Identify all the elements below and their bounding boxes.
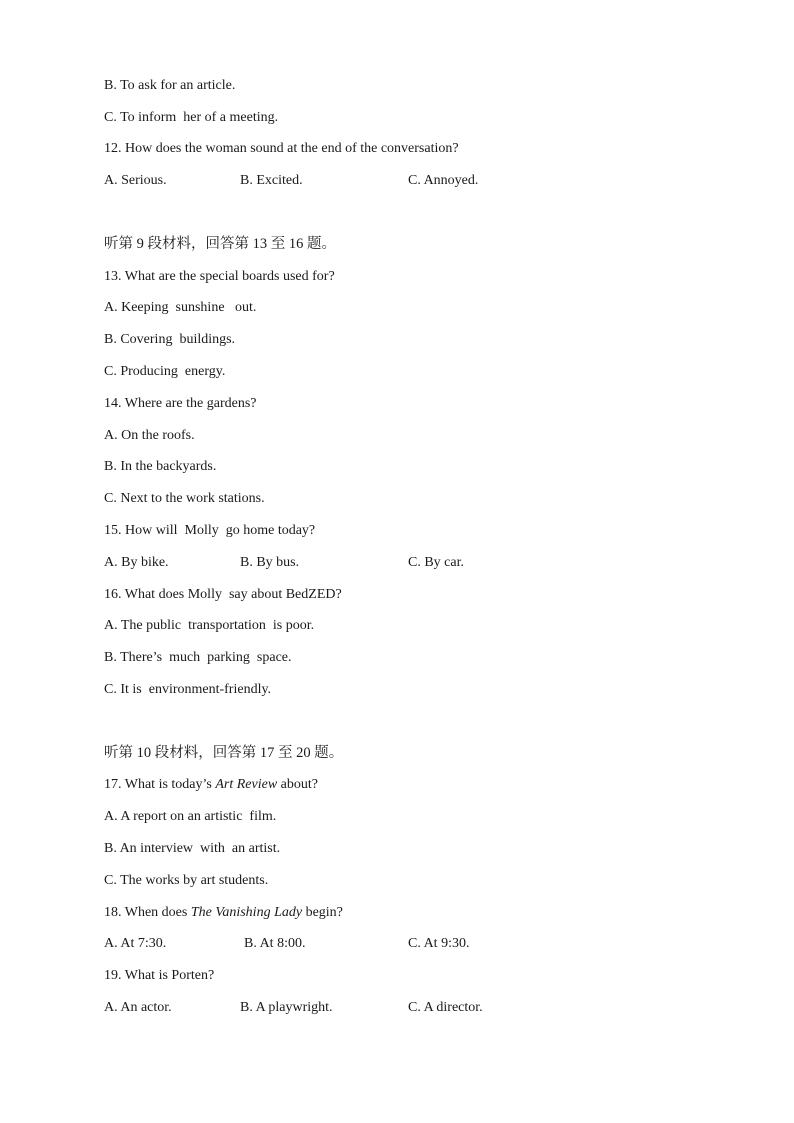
- q19-option-c: C. A director.: [408, 1000, 483, 1015]
- q14-option-a: A. On the roofs.: [104, 428, 195, 443]
- q12-option-b: B. Excited.: [240, 173, 303, 188]
- q18-question-post: begin?: [302, 905, 343, 920]
- q16-option-b: B. There’s much parking space.: [104, 650, 292, 665]
- q13-option-c: C. Producing energy.: [104, 364, 226, 379]
- q15-option-c: C. By car.: [408, 555, 464, 570]
- q13-option-a: A. Keeping sunshine out.: [104, 300, 257, 315]
- q17-option-b: B. An interview with an artist.: [104, 841, 281, 856]
- q16-question: 16. What does Molly say about BedZED?: [104, 587, 342, 602]
- section-9-heading: 听第 9 段材料，回答第 13 至 16 题。: [104, 236, 336, 252]
- q12-question: 12. How does the woman sound at the end of the conversation?: [104, 141, 459, 156]
- q16-option-a: A. The public transportation is poor.: [104, 618, 315, 633]
- q12-option-a: A. Serious.: [104, 173, 167, 188]
- q18-question-pre: 18. When does: [104, 905, 191, 920]
- q19-question: 19. What is Porten?: [104, 968, 215, 983]
- q14-option-b: B. In the backyards.: [104, 459, 217, 474]
- q11-option-c: C. To inform her of a meeting.: [104, 110, 279, 125]
- q18-option-b: B. At 8:00.: [244, 936, 306, 951]
- q17-question-pre: 17. What is today’s: [104, 777, 216, 792]
- q12-option-c: C. Annoyed.: [408, 173, 479, 188]
- q17-option-a: A. A report on an artistic film.: [104, 809, 277, 824]
- q18-option-c: C. At 9:30.: [408, 936, 470, 951]
- q14-question: 14. Where are the gardens?: [104, 396, 257, 411]
- q18-option-a: A. At 7:30.: [104, 936, 167, 951]
- q14-option-c: C. Next to the work stations.: [104, 491, 265, 506]
- q15-option-a: A. By bike.: [104, 555, 169, 570]
- q17-program-title: Art Review: [215, 777, 278, 792]
- q17-option-c: C. The works by art students.: [104, 873, 269, 888]
- q19-option-b: B. A playwright.: [240, 1000, 333, 1015]
- q11-option-b: B. To ask for an article.: [104, 78, 236, 93]
- q17-question: [104, 776, 318, 794]
- q16-option-c: C. It is environment-friendly.: [104, 682, 272, 697]
- q17-question-post: about?: [277, 777, 318, 792]
- q19-option-a: A. An actor.: [104, 1000, 172, 1015]
- q15-question: 15. How will Molly go home today?: [104, 523, 316, 538]
- section-10-heading: 听第 10 段材料，回答第 17 至 20 题。: [104, 745, 344, 761]
- q18-question: [104, 904, 343, 922]
- q13-option-b: B. Covering buildings.: [104, 332, 236, 347]
- q13-question: 13. What are the special boards used for?: [104, 269, 335, 284]
- q15-option-b: B. By bus.: [240, 555, 300, 570]
- q18-play-title: The Vanishing Lady: [190, 905, 303, 920]
